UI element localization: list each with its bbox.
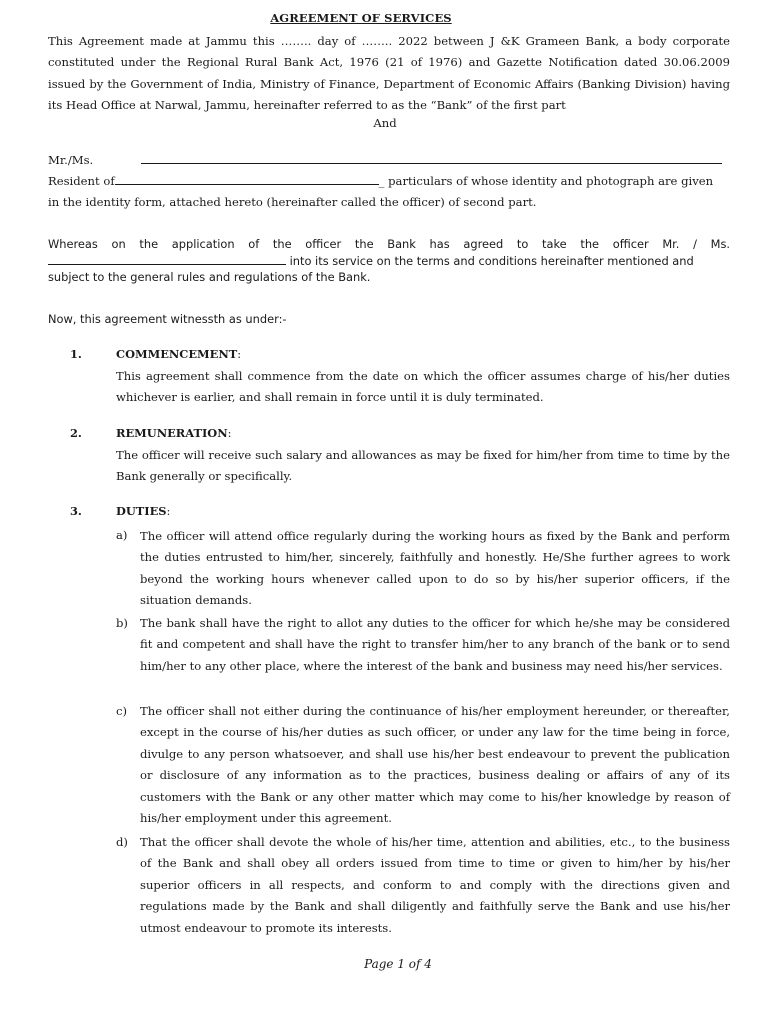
resident-suffix: _ particulars of whose identity and photograph are given (378, 174, 714, 188)
whereas-line-3: subject to the general rules and regulations of the Bank. (48, 270, 371, 284)
section-heading-commencement: COMMENCEMENT: (116, 347, 242, 361)
name-blank-field[interactable] (141, 152, 722, 164)
section-text-commencement: This agreement shall commence from the date on which the officer assumes charge of his/her duties whichever is earlier, and shall remain in force until it is duly terminated. (116, 369, 730, 405)
section-number: 1. (70, 347, 82, 361)
intro-paragraph: This Agreement made at Jammu this …….. day of …….. 2022 between J &K Grameen Bank, a body corporate constituted under the Regional Rural Bank Act, 1976 (21 of 1976) and Gazette Notification dated 30.06.2009 issued by the Government of India, Ministry of Finance, Department of Economic Affairs (Banking Division) having its Head Office at Narwal, Jammu, hereinafter referred to as the “Bank” of the first part (48, 34, 730, 112)
page-number-footer: Page 1 of 4 (364, 957, 432, 971)
duty-item-label: d) (116, 835, 128, 849)
duty-item-label: a) (116, 528, 128, 542)
document-title: AGREEMENT OF SERVICES (270, 11, 452, 25)
resident-label: Resident of (48, 174, 115, 188)
duty-item-c: The officer shall not either during the continuance of his/her employment hereunder, or thereafter, except in the course of his/her duties as such officer, or under any law for the time being in force, divulge to any person whatsoever, and shall use his/her best endeavour to prevent the publication or disclosure of any information as to the practices, business dealing or affairs of any of its customers with the Bank or any other matter which may come to his/her knowledge by reason of his/her employment under this agreement. (140, 704, 730, 826)
whereas-line-1: Whereas on the application of the officer the Bank has agreed to take the officer Mr. / Ms. (48, 237, 730, 251)
now-statement: Now, this agreement witnessth as under:- (48, 312, 287, 326)
section-heading-text: COMMENCEMENT (116, 347, 238, 361)
resident-line-2: in the identity form, attached hereto (hereinafter called the officer) of second part. (48, 195, 537, 209)
officer-name-blank-field[interactable] (48, 254, 286, 265)
resident-blank-field[interactable] (115, 173, 379, 185)
whereas-paragraph (48, 236, 730, 286)
whereas-line-2-text: into its service on the terms and conditions hereinafter mentioned and (286, 253, 694, 268)
section-heading-duties: DUTIES: (116, 504, 171, 518)
mr-ms-label: Mr./Ms. (48, 153, 94, 167)
section-number: 3. (70, 504, 82, 518)
section-heading-text: DUTIES (116, 504, 167, 518)
section-heading-remuneration: REMUNERATION: (116, 426, 232, 440)
resident-line (48, 171, 730, 192)
duty-item-a: The officer will attend office regularly during the working hours as fixed by the Bank and perform the duties entrusted to him/her, sincerely, faithfully and honestly. He/She further agrees to work beyond the working hours whenever called upon to do so by his/her superior officers, if the situation demands. (140, 529, 730, 608)
duty-item-b: The bank shall have the right to allot any duties to the officer for which he/she may be considered fit and competent and shall have the right to transfer him/her to any branch of the bank or to send him/her to any other place, where the interest of the bank and business may need his/her services. (140, 616, 730, 673)
duty-item-d: That the officer shall devote the whole of his/her time, attention and abilities, etc., to the business of the Bank and shall obey all orders issued from time to time or given to him/her by his/her superior officers in all respects, and conform to and comply with the directions given and regulations made by the Bank and shall diligently and faithfully serve the Bank and use his/her utmost endeavour to promote its interests. (140, 835, 730, 935)
section-number: 2. (70, 426, 82, 440)
whereas-line-2 (48, 253, 730, 270)
duty-item-label: b) (116, 616, 128, 630)
and-separator: And (373, 116, 397, 130)
section-text-remuneration: The officer will receive such salary and allowances as may be fixed for him/her from time to time by the Bank generally or specifically. (116, 448, 730, 484)
duty-item-label: c) (116, 704, 128, 718)
section-heading-text: REMUNERATION (116, 426, 228, 440)
mr-ms-line (48, 150, 730, 171)
